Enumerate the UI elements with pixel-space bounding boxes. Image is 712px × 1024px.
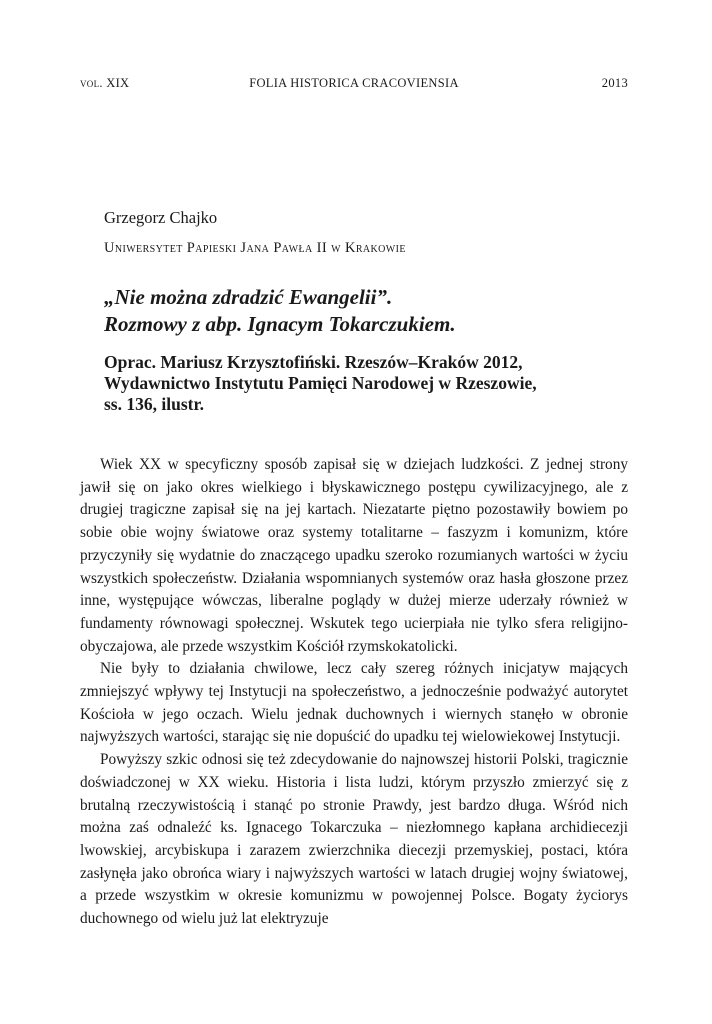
- year-label: 2013: [601, 76, 628, 90]
- paragraph-3: Powyższy szkic odnosi się też zdecydowanie do najnowszej historii Polski, tragicznie doświadczonej w XX wieku. Historia i lista ludzi, którym przyszło zmierzyć się z brutalną rzeczywistością i stanąć po stronie Prawdy, jest bardzo długa. Wśród nich można zaś odnaleźć ks. Ignacego Tokarczuka – niezłomnego kapłana archidiecezji lwowskiej, arcybiskupa i zarazem zwierzchnika diecezji przemyskiej, postaci, która zasłynęła jako obrońca wiary i najwyższych wartości w latach drugiej wojny światowej, a przede wszystkim w okresie komunizmu w powojennej Polsce. Bogaty życiorys duchownego od wielu już lat elektryzuje: [80, 751, 628, 928]
- book-details-line-2: Wydawnictwo Instytutu Pamięci Narodowej w Rzeszowie,: [104, 373, 537, 393]
- journal-title: FOLIA HISTORICA CRACOVIENSIA: [249, 76, 459, 90]
- book-title-line-1: „Nie można zdradzić Ewangelii”.: [104, 285, 393, 309]
- book-title-line-2: Rozmowy z abp. Ignacym Tokarczukiem.: [104, 312, 456, 336]
- book-details-line-3: ss. 136, ilustr.: [104, 394, 205, 414]
- book-details: [104, 352, 624, 415]
- paragraph-1: Wiek XX w specyficzny sposób zapisał się w dziejach ludzkości. Z jednej strony jawił się on jako okres wielkiego i błyskawicznego postępu cywilizacyjnego, ale z drugiej tragiczne zapisał się na jej kartach. Niezatarte piętno pozostawiły bowiem po sobie obie wojny światowe oraz systemy totalitarne – faszyzm i komunizm, które przyczyniły się wydatnie do znaczącego upadku szeroko rozumianych wartości w życiu wszystkich społeczeństw. Działania wspomnianych systemów oraz hasła głoszone przez inne, występujące wówczas, liberalne poglądy w dużej mierze uderzały również w fundamenty równowagi społecznej. Wskutek tego ucierpiała nie tylko sfera religijno-obyczajowa, ale przede wszystkim Kościół rzymskokatolicki.: [80, 456, 628, 655]
- author-affiliation: Uniwersytet Papieski Jana Pawła II w Krakowie: [104, 240, 406, 256]
- review-body: [80, 454, 628, 931]
- volume-label: vol. XIX: [80, 76, 130, 90]
- running-header: [80, 76, 628, 94]
- book-title: [104, 284, 624, 338]
- paragraph-2: Nie były to działania chwilowe, lecz cały szereg różnych inicjatyw mających zmniejszyć wpływy tej Instytucji na społeczeństwo, a jednocześnie podważyć autorytet Kościoła w jego oczach. Wielu jednak duchownych i wiernych stanęło w obronie najwyższych wartości, starając się nie dopuścić do upadku tej wielowiekowej Instytucji.: [80, 660, 628, 746]
- author-name: Grzegorz Chajko: [104, 208, 218, 227]
- book-details-line-1: Oprac. Mariusz Krzysztofiński. Rzeszów–Kraków 2012,: [104, 352, 523, 372]
